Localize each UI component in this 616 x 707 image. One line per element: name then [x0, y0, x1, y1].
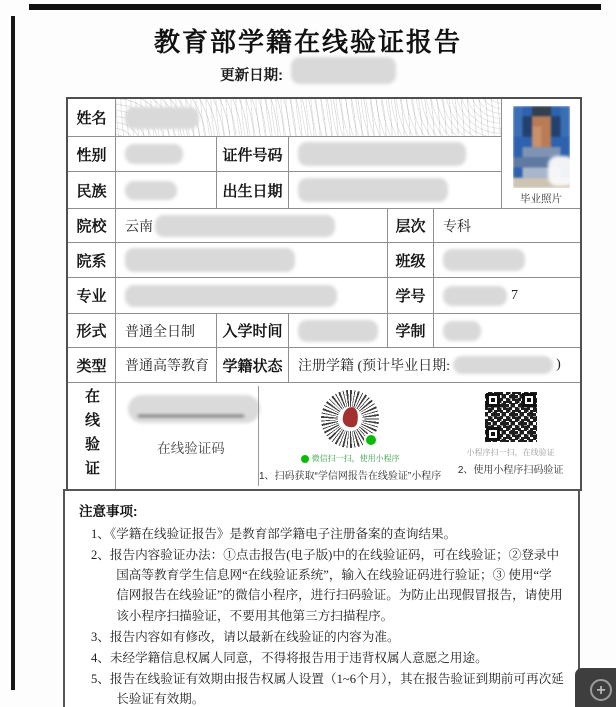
id-number-value-cell	[289, 137, 502, 172]
note-item-1: 1、《学籍在线验证报告》是教育部学籍电子注册备案的查询结果。	[91, 527, 457, 541]
miniprogram-scan-hint	[467, 447, 555, 458]
type-value: 普通高等教育	[116, 348, 217, 383]
major-value-cell	[116, 278, 388, 314]
name-value-cell	[116, 99, 502, 137]
name-label: 姓名	[68, 99, 116, 137]
wechat-scan-hint-text: 微信扫一扫，使用小程序	[311, 454, 400, 463]
photo-cell	[502, 99, 580, 209]
photo-white-sticker	[548, 156, 570, 186]
status-value-prefix: 注册学籍 (预计毕业日期:	[298, 359, 451, 374]
viewer-overlay	[575, 668, 616, 707]
page-title: 教育部学籍在线验证报告	[153, 27, 462, 57]
notes-section	[63, 489, 580, 707]
note-item-5: 5、报告在线验证有效期由报告权属人设置（1~6个月），其在报告验证到期前可再次延长验证有效期。	[91, 671, 564, 707]
status-label: 学籍状态	[217, 348, 289, 383]
notes-list	[79, 524, 564, 707]
screen-edge-top-bar	[29, 4, 601, 10]
verification-code-caption: 在线验证码	[157, 441, 225, 456]
screen-edge-left-line	[11, 16, 15, 690]
institution-value-cell	[116, 209, 388, 243]
gender-label: 性别	[68, 137, 116, 172]
wechat-miniprogram-qr-icon	[321, 390, 379, 448]
wechat-badge-icon	[364, 433, 378, 447]
institution-label: 院校	[68, 209, 116, 243]
duration-value-cell	[434, 314, 580, 348]
id-number-redacted	[298, 142, 466, 166]
update-date-label: 更新日期:	[220, 68, 283, 84]
class-redacted	[443, 249, 525, 271]
enrollment-redacted	[298, 320, 378, 342]
wechat-scan-hint	[301, 453, 400, 464]
major-label: 专业	[68, 278, 116, 314]
institution-visible-prefix: 云南	[125, 219, 153, 235]
id-number-label: 证件号码	[217, 137, 289, 172]
online-verification-cell	[116, 383, 580, 489]
ethnicity-value-cell	[116, 172, 217, 209]
online-verification-code-redacted[interactable]	[128, 395, 260, 423]
qr-bird-logo-icon	[342, 406, 360, 428]
wechat-qr-block	[259, 383, 441, 489]
type-label: 类型	[68, 348, 116, 383]
major-redacted	[125, 285, 337, 307]
status-value-suffix: )	[556, 357, 561, 372]
department-label: 院系	[68, 243, 116, 278]
student-id-label: 学号	[388, 278, 434, 314]
ethnicity-label: 民族	[68, 172, 116, 209]
update-date-row	[0, 56, 616, 85]
zoom-plus-button[interactable]: +	[590, 679, 612, 701]
class-value-cell	[434, 243, 580, 278]
miniprogram-scan-hint-text: 小程序扫一扫，在线验证	[466, 448, 555, 457]
duration-label: 学制	[388, 314, 434, 348]
student-id-visible-suffix: 7	[511, 287, 518, 303]
birth-date-redacted	[298, 178, 448, 202]
duration-redacted	[443, 321, 481, 341]
notes-title: 注意事项:	[79, 504, 138, 519]
verification-qr-code-icon	[485, 392, 537, 442]
student-info-table	[66, 97, 582, 491]
form-value: 普通全日制	[116, 314, 217, 348]
gender-redacted	[125, 144, 183, 164]
gender-value-cell	[116, 137, 217, 172]
wechat-icon	[301, 455, 309, 463]
class-label: 班级	[388, 243, 434, 278]
student-id-redacted	[443, 286, 507, 306]
qr-area	[259, 383, 580, 489]
department-value-cell	[116, 243, 388, 278]
form-label: 形式	[68, 314, 116, 348]
miniprogram-qr-block	[441, 383, 580, 489]
birth-date-value-cell	[289, 172, 502, 209]
qr-step1-text: 1、扫码获取“学信网报告在线验证”小程序	[259, 471, 442, 482]
update-date-redacted	[291, 57, 396, 84]
enrollment-value-cell	[289, 314, 388, 348]
name-redacted	[125, 107, 199, 129]
birth-date-label: 出生日期	[217, 172, 289, 209]
institution-redacted	[155, 215, 335, 237]
note-item-2: 2、报告内容验证办法：①点击报告(电子版)中的在线验证码，可在线验证；②登录中国高等教育学生信息网“在线验证系统”，输入在线验证码进行验证；③ 使用“学信网报告在线验证”的微信小程序，进行扫码验证。为防止出现假冒报告，请使用该小程序扫描验证，不要用其他第三方扫描程序。	[91, 548, 563, 623]
level-value: 专科	[434, 209, 580, 243]
graduation-photo	[513, 106, 570, 188]
qr-finder-icon	[522, 393, 536, 407]
level-label: 层次	[388, 209, 434, 243]
student-id-value-cell	[434, 278, 580, 314]
ethnicity-redacted	[125, 181, 177, 200]
photo-caption: 毕业照片	[520, 194, 562, 205]
enrollment-label: 入学时间	[217, 314, 289, 348]
qr-finder-icon	[486, 427, 500, 441]
qr-finder-icon	[486, 393, 500, 407]
status-date-redacted	[453, 356, 553, 374]
online-verification-label: 在线验证	[83, 388, 100, 484]
department-redacted	[125, 248, 295, 272]
online-verification-label-cell	[68, 383, 116, 489]
status-value-cell	[289, 348, 580, 383]
note-item-3: 3、报告内容如有修改，请以最新在线验证的内容为准。	[91, 629, 400, 644]
note-item-4: 4、未经学籍信息权属人同意，不得将报告用于违背权属人意愿之用途。	[91, 650, 488, 665]
verification-code-zone	[116, 383, 258, 489]
qr-step2-text: 2、使用小程序扫码验证	[457, 465, 564, 476]
